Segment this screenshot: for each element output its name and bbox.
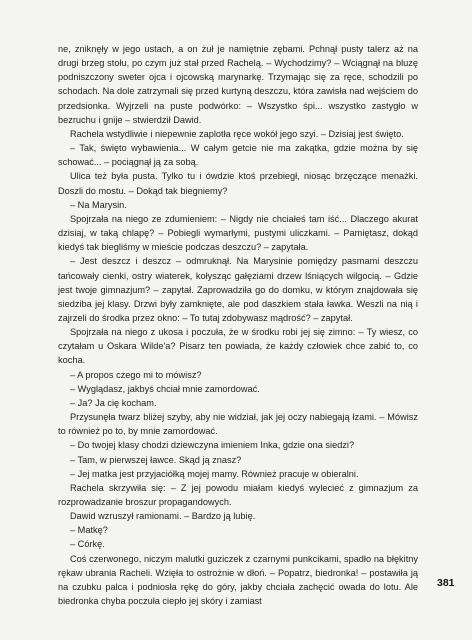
page-number: 381: [437, 577, 455, 589]
paragraph: Przysunęła twarz bliżej szyby, aby nie widział, jak jej oczy nabiegają łzami. – Mówisz to również po to, by mnie zamordować.: [58, 412, 418, 437]
paragraph: Spojrzała na niego ze zdumieniem: – Nigdy nie chciałeś tam iść... Dlaczego akurat dzisiaj, w taką chlapę? – Pobiegli wymarłymi, pustymi uliczkami. – Pamiętasz, dokąd kiedyś tak biegliśmy w mieście podczas deszczu? – zapytała.: [58, 213, 418, 253]
paragraph: Spojrzała na niego z ukosa i poczuła, że w środku robi jej się zimno: – Ty wiesz, co czytałam u Oskara Wilde'a? Pisarz ten powiada, że każdy człowiek chce zabić to, co kocha.: [58, 327, 418, 366]
paragraph: – Córkę.: [70, 539, 105, 550]
paragraph: Ulica też była pusta. Tylko tu i ówdzie ktoś przebiegł, niosąc brzęczące menażki. Doszli do mostu. – Dokąd tak biegniemy?: [58, 171, 418, 196]
paragraph: – Tak, święto wybawienia... W całym getcie nie ma zakątka, gdzie można by się schować... – pociągnął ją za sobą.: [58, 143, 418, 168]
paragraph: – Matkę?: [70, 525, 108, 536]
paragraph: – Do twojej klasy chodzi dziewczyna imieniem Inka, gdzie ona siedzi?: [70, 440, 355, 451]
paragraph: – Jest deszcz i deszcz – odmruknął. Na Marysinie pomiędzy pasmami deszczu tańcowały cienki, ostry wiaterek, kołysząc gałęziami drzew lśniących wilgocią. – Gdzie jest twoje gimnazjum? – zapytał. Zaprowadziła go do domku, w którym znajdowała się siedziba jej klasy. Drzwi były zamknięte, ale pod daszkiem stała ławka. Weszli na nią i zajrzeli do środka przez okno: – To tutaj zdobywasz mądrość? – zapytał.: [58, 256, 418, 323]
body-text: [58, 42, 418, 608]
paragraph: Rachela wstydliwie i niepewnie zaplotła ręce wokół jego szyi. – Dzisiaj jest święto.: [70, 128, 404, 139]
paragraph: – Wyglądasz, jakbyś chciał mnie zamordować.: [70, 383, 260, 394]
paragraph: – Tam, w pierwszej ławce. Skąd ją znasz?: [70, 454, 242, 465]
paragraph: – Ja? Ja cię kocham.: [70, 397, 157, 408]
paragraph: ne, zniknęły w jego ustach, a on żuł je namiętnie zębami. Pchnął pusty talerz aż na drugi brzeg stołu, po czym już stał przed Rachelą. – Wychodzimy? – Wciągnął na bluzę podniszczony sweter ojca i ojcowską marynarkę. Trzymając się za ręce, schodzili po schodach. Na dole zatrzymali się przed kurtyną deszczu, która zawisła nad wejściem do przedsionka. Wyjrzeli na puste podwórko: – Wszystko śpi... wszystko zastygło w bezruchu i gnije – stwierdził Dawid.: [58, 44, 418, 125]
paragraph: – Jej matka jest przyjaciółką mojej mamy. Również pracuje w obieralni.: [70, 468, 359, 479]
paragraph: Coś czerwonego, niczym malutki guziczek z czarnymi punkcikami, spadło na błękitny rękaw ubrania Racheli. Wzięła to ostrożnie w dłoń. – Popatrz, biedronka! – postawiła ją na czubku palca i podniosła rękę do góry, jakby chciała zachęcić owada do lotu. Ale biedronka chyba poczuła ciepło jej skóry i zamiast: [58, 553, 418, 607]
paragraph: – A propos czego mi to mówisz?: [70, 369, 202, 380]
paragraph: – Na Marysin.: [70, 199, 127, 210]
paragraph: Dawid wzruszył ramionami. – Bardzo ją lubię.: [70, 511, 256, 522]
paragraph: Rachela skrzywiła się: – Z jej powodu miałam kiedyś wylecieć z gimnazjum za rozprowadzanie broszur propagandowych.: [58, 482, 418, 507]
